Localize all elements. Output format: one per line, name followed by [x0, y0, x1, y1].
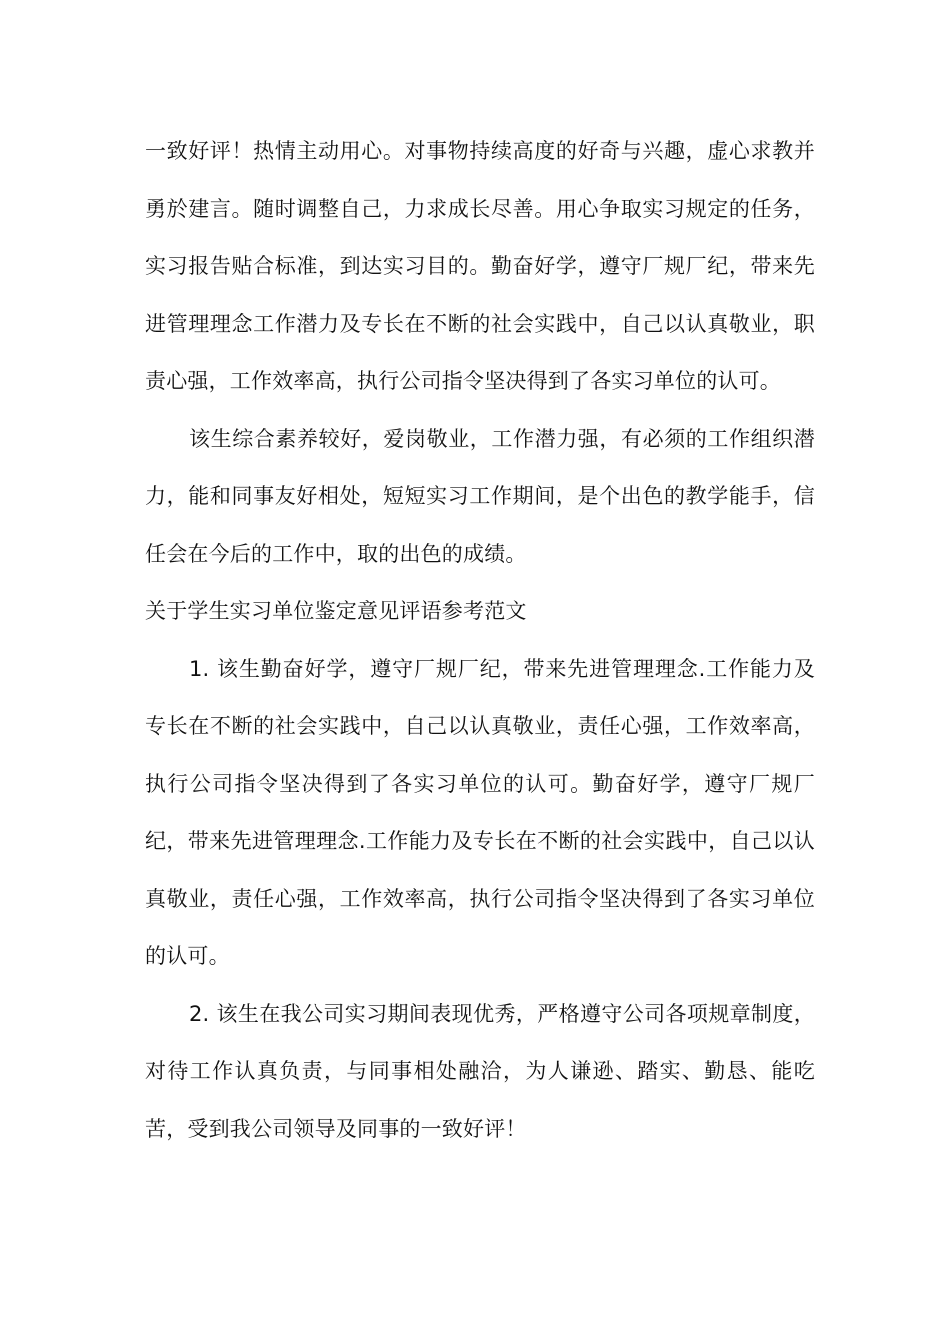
- section-heading: 关于学生实习单位鉴定意见评语参考范文: [145, 599, 527, 623]
- paragraph-sample-1: 1. 该生勤奋好学，遵守厂规厂纪，带来先进管理理念.工作能力及专长在不断的社会实践中，自己以认真敬业，责任心强，工作效率高，执行公司指令坚决得到了各实习单位的认可。勤奋好学，遵守厂规厂纪，带来先进管理理念.工作能力及专长在不断的社会实践中，自己以认真敬业，责任心强，工作效率高，执行公司指令坚决得到了各实习单位的认可。: [145, 656, 815, 968]
- document-body: [145, 123, 815, 1158]
- paragraph-evaluation-summary: 该生综合素养较好，爱岗敬业，工作潜力强，有必须的工作组织潜力，能和同事友好相处，短短实习工作期间，是个出色的教学能手，信任会在今后的工作中，取的出色的成绩。: [145, 426, 815, 566]
- paragraph-continuation: 一致好评！热情主动用心。对事物持续高度的好奇与兴趣，虚心求教并勇於建言。随时调整自己，力求成长尽善。用心争取实习规定的任务，实习报告贴合标准，到达实习目的。勤奋好学，遵守厂规厂纪，带来先进管理理念工作潜力及专长在不断的社会实践中，自己以认真敬业，职责心强，工作效率高，执行公司指令坚决得到了各实习单位的认可。: [145, 139, 815, 393]
- paragraph-sample-2: 2. 该生在我公司实习期间表现优秀，严格遵守公司各项规章制度，对待工作认真负责，与同事相处融洽，为人谦逊、踏实、勤恳、能吃苦，受到我公司领导及同事的一致好评！: [145, 1001, 815, 1141]
